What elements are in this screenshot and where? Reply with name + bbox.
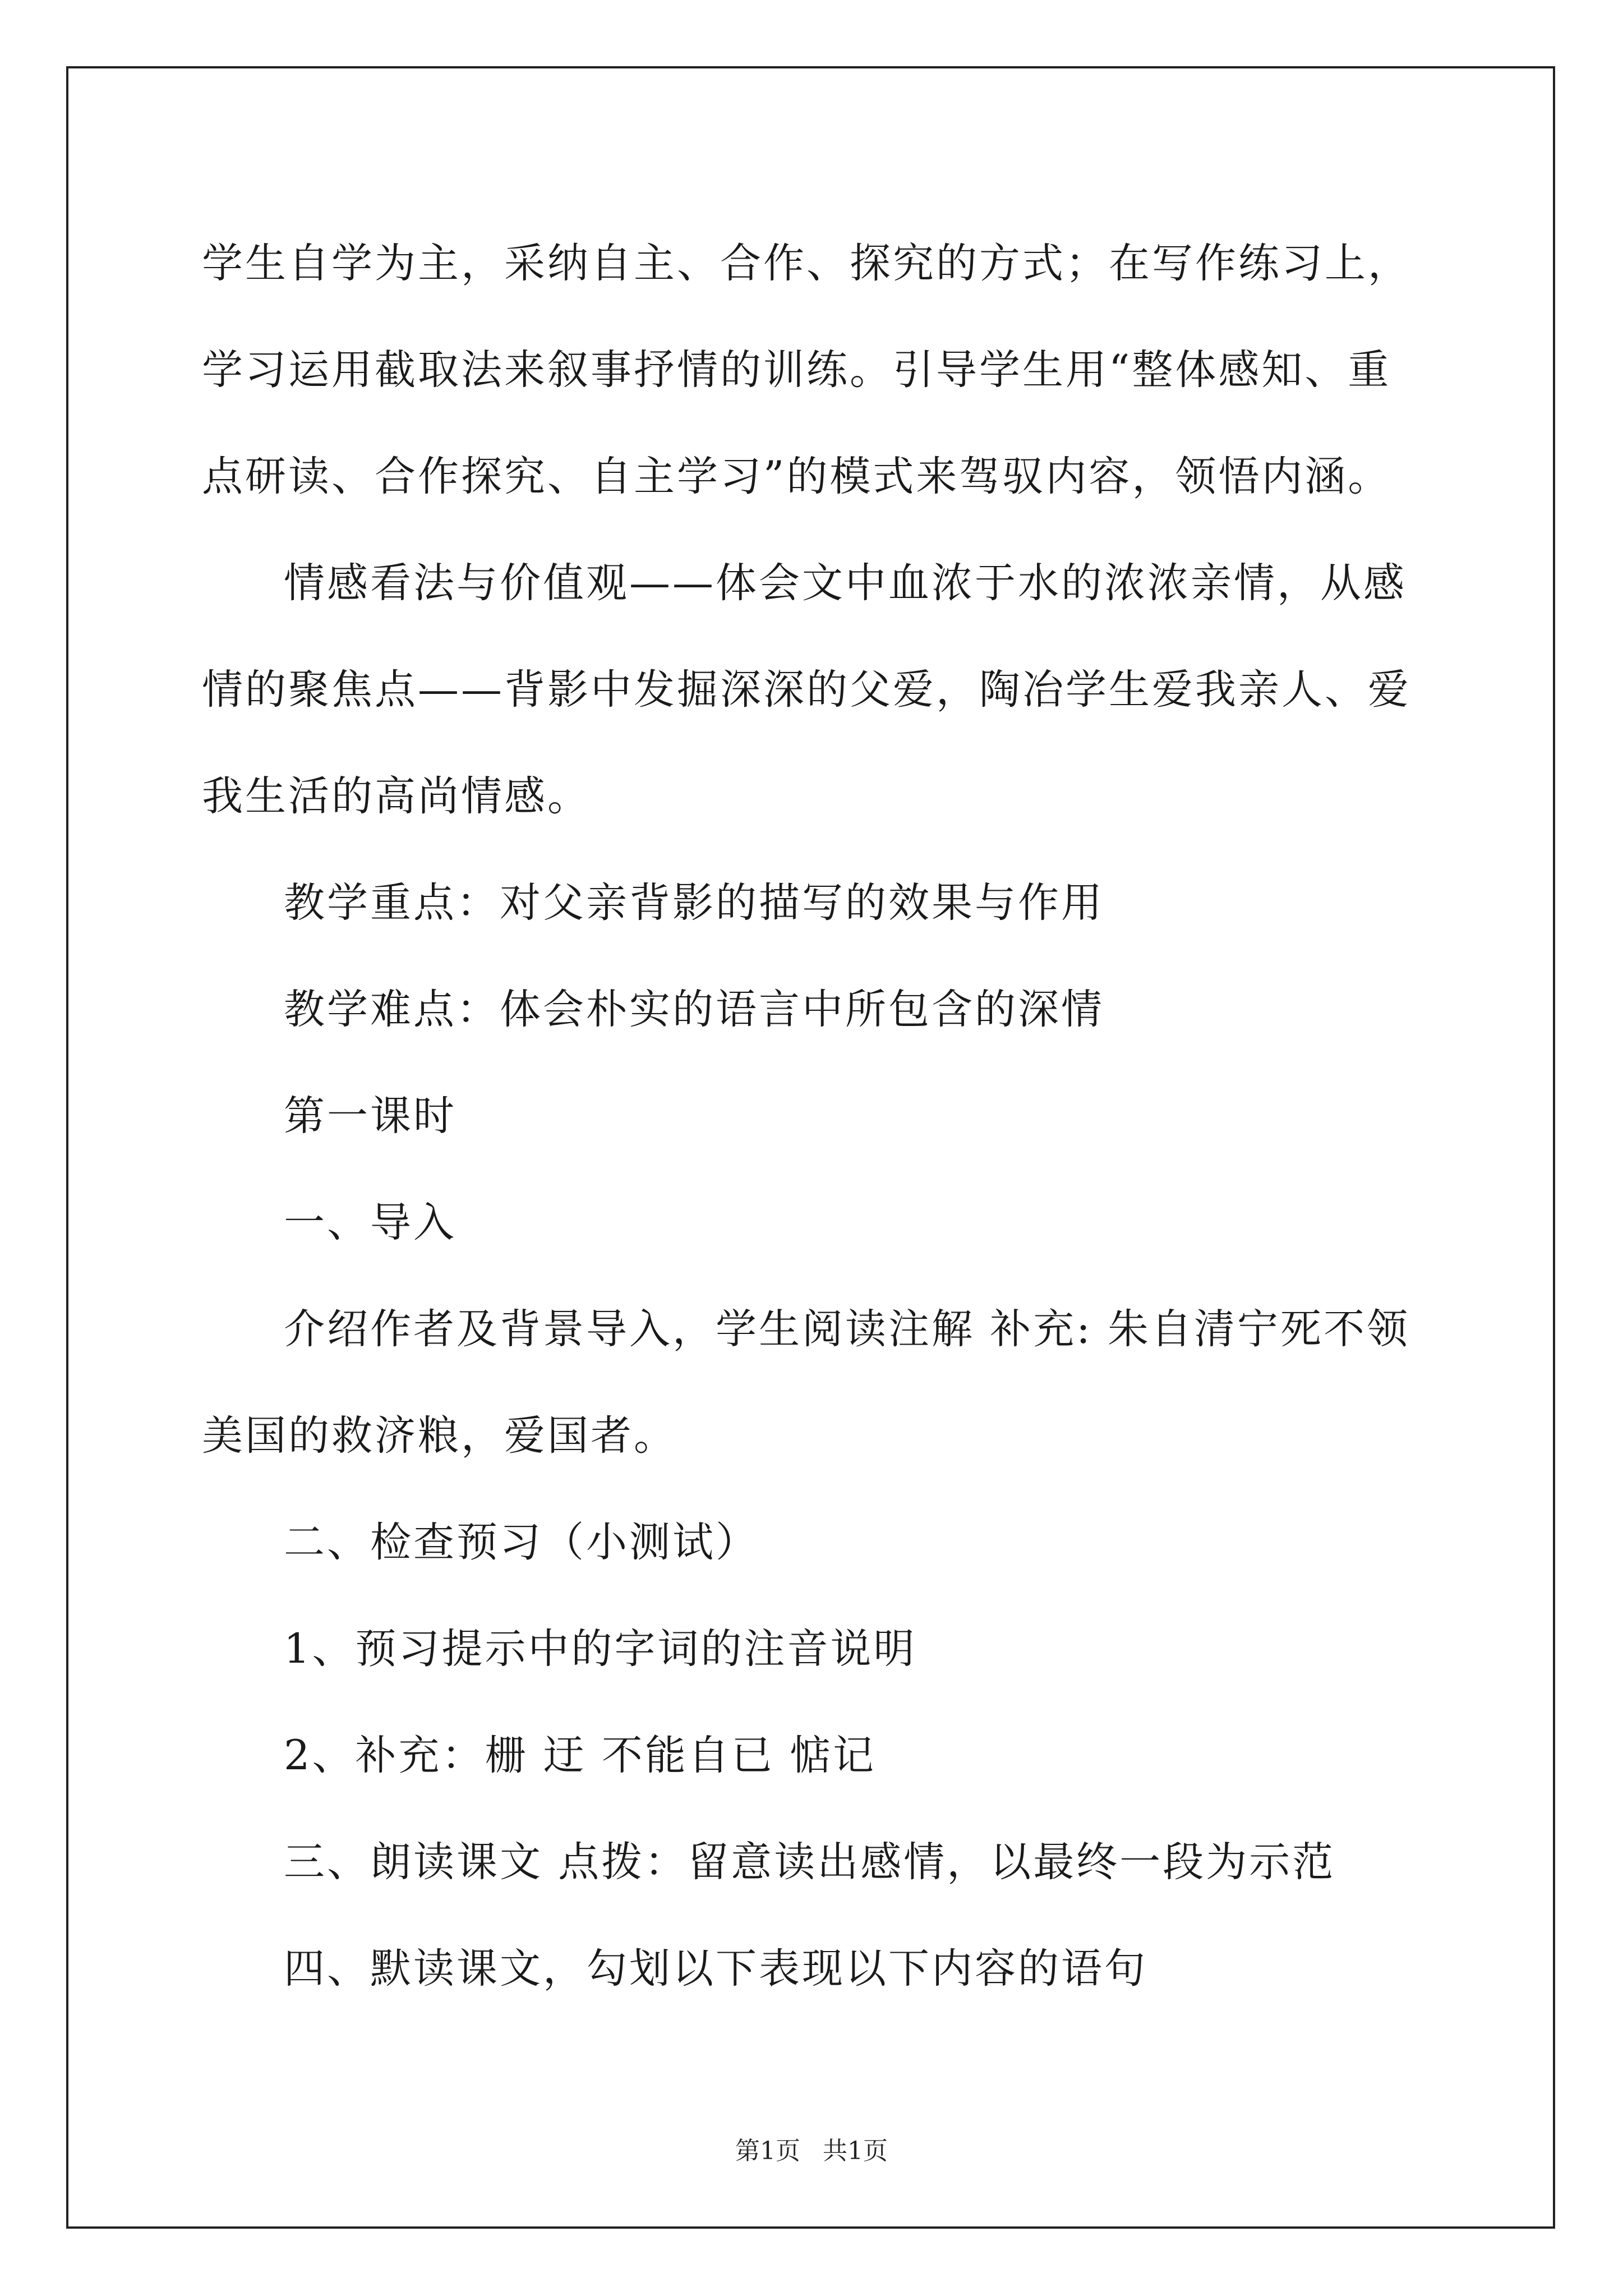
paragraph: 教学难点：体会朴实的语言中所包含的深情 xyxy=(284,986,1104,1033)
paragraph: 三、朗读课文 点拨：留意读出感情，以最终一段为示范 xyxy=(284,1838,1336,1886)
paragraph: 情感看法与价值观——体会文中血浓于水的浓浓亲情，从感情的聚焦点——背影中发掘深深的父爱，陶冶学生爱我亲人、爱我生活的高尚情感。 xyxy=(202,559,1411,820)
page-footer xyxy=(0,2134,1623,2168)
paragraph: 2、补充：栅 迂 不能自已 惦记 xyxy=(284,1732,877,1779)
paragraph: 1、预习提示中的字词的注音说明 xyxy=(284,1625,917,1673)
paragraph: 介绍作者及背景导入，学生阅读注解 补充: 朱自清宁死不领美国的救济粮，爱国者。 xyxy=(202,1305,1410,1460)
paragraph: 一、导入 xyxy=(284,1199,457,1246)
paragraph: 学生自学为主，采纳自主、合作、探究的方式；在写作练习上，学习运用截取法来叙事抒情的训练。引导学生用“整体感知、重点研读、合作探究、自主学习”的模式来驾驭内容，领悟内涵。 xyxy=(202,240,1411,500)
page-total: 共1页 xyxy=(823,2137,888,2165)
paragraph: 二、检查预习（小测试） xyxy=(284,1519,759,1566)
page-number: 第1页 xyxy=(735,2137,800,2165)
paragraph: 第一课时 xyxy=(284,1092,457,1140)
document-body xyxy=(202,210,1430,2022)
paragraph: 四、默读课文，勾划以下表现以下内容的语句 xyxy=(284,1945,1147,1993)
paragraph: 教学重点：对父亲背影的描写的效果与作用 xyxy=(284,879,1104,927)
